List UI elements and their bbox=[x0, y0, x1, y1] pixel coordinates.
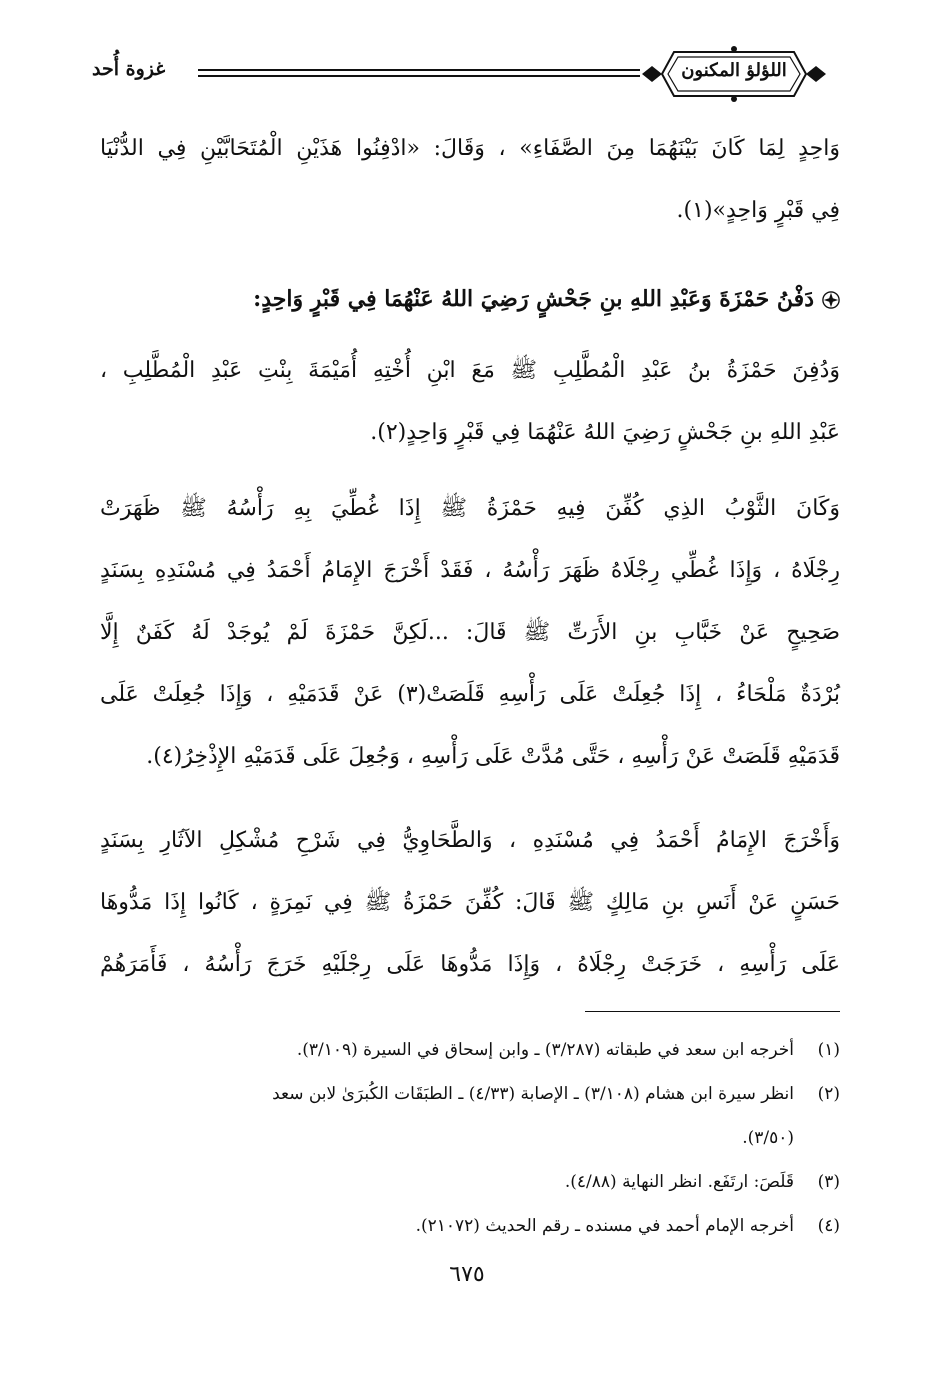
section-heading-text: دَفْنُ حَمْزَةَ وَعَبْدِ اللهِ بنِ جَحْشٍ رَضِيَ اللهُ عَنْهُمَا فِي قَبْرٍ وَاحِدٍ: bbox=[253, 286, 814, 312]
text-line: وَدُفِنَ حَمْزَةُ بنُ عَبْدِ الْمُطَّلِبِ ﷺ مَعَ ابْنِ أُخْتِهِ أُمَيْمَةَ بِنْتِ عَبْدِ الْمُطَّلِبِ ، bbox=[100, 358, 840, 383]
section-heading-block bbox=[100, 268, 840, 330]
main-text-block-4 bbox=[100, 810, 840, 996]
text-line: وَاحِدٍ لِمَا كَانَ بَيْنَهُمَا مِنَ الصَّفَاءِ» ، وَقَالَ: «ادْفِنُوا هَذَيْنِ الْمُتَحَابَّيْنِ فِي الدُّنْيَا bbox=[100, 136, 840, 161]
text-line: وَأَخْرَجَ الإِمَامُ أَحْمَدُ فِي مُسْنَدِهِ ، وَالطَّحَاوِيُّ فِي شَرْحِ مُشْكِلِ الآثَارِ بِسَنَدٍ bbox=[100, 828, 840, 853]
footnote-4 bbox=[100, 1204, 840, 1248]
text-line: وَكَانَ الثَّوْبُ الذِي كُفِّنَ فِيهِ حَمْزَةُ ﷺ إِذَا غُطِّيَ بِهِ رَأْسُهُ ﷺ ظَهَرَتْ bbox=[100, 496, 840, 521]
book-title: اللؤلؤ المكنون bbox=[681, 60, 787, 81]
footnote-text: أخرجه الإمام أحمد في مسنده ـ رقم الحديث (٢١٠٧٢). bbox=[415, 1216, 794, 1236]
footnote-text: قَلَصَ: ارتَفَع. انظر النهاية (٤/٨٨). bbox=[564, 1172, 794, 1192]
text-line: عَبْدِ اللهِ بنِ جَحْشٍ رَضِيَ اللهُ عَنْهُمَا فِي قَبْرٍ وَاحِدٍ(٢). bbox=[370, 420, 840, 445]
page-number: ٦٧٥ bbox=[449, 1262, 485, 1287]
chapter-title: غزوة أُحد bbox=[92, 58, 166, 80]
footnote-number: (٣) bbox=[817, 1172, 840, 1192]
section-heading bbox=[100, 268, 840, 330]
text-line: عَلَى رَأْسِهِ ، خَرَجَتْ رِجْلَاهُ ، وَإِذَا مَدُّوهَا عَلَى رِجْلَيْهِ خَرَجَ رَأْسُهُ ، فَأَمَرَهُمْ bbox=[100, 952, 840, 977]
text-line: قَدَمَيْهِ قَلَصَتْ عَنْ رَأْسِهِ ، حَتَّى مُدَّتْ عَلَى رَأْسِهِ ، وَجُعِلَ عَلَى قَدَمَيْهِ الإِذْخِرُ(٤). bbox=[146, 744, 840, 769]
footnote-text: أخرجه ابن سعد في طبقاته (٣/٢٨٧) ـ وابن إسحاق في السيرة (٣/١٠٩). bbox=[296, 1040, 794, 1060]
book-title-badge bbox=[640, 44, 828, 104]
main-text-block-3 bbox=[100, 478, 840, 788]
text-line: بُرْدَةٌ مَلْحَاءُ ، إِذَا جُعِلَتْ عَلَى رَأْسِهِ قَلَصَتْ(٣) عَنْ قَدَمَيْهِ ، وَإِذَا جُعِلَتْ عَلَى bbox=[100, 682, 840, 707]
text-line: حَسَنٍ عَنْ أَنَسِ بنِ مَالِكٍ ﷺ قَالَ: كُفِّنَ حَمْزَةُ ﷺ فِي نَمِرَةٍ ، كَانُوا إِذَا مَدُّوهَا bbox=[100, 890, 840, 915]
header-rule-left bbox=[198, 69, 640, 77]
footnote-number: (٤) bbox=[817, 1216, 840, 1236]
main-text-block-1 bbox=[100, 118, 840, 242]
flower-bullet-icon bbox=[822, 291, 840, 309]
text-line: رِجْلَاهُ ، وَإِذَا غُطِّي رِجْلَاهُ ظَهَرَ رَأْسُهُ ، فَقَدْ أَخْرَجَ الإِمَامُ أَحْمَدُ فِي مُسْنَدِهِ بِسَنَدٍ bbox=[100, 558, 840, 583]
text-line: فِي قَبْرٍ وَاحِدٍ»(١). bbox=[676, 198, 840, 223]
footnote-1 bbox=[100, 1028, 840, 1072]
footnote-2-continuation: (٣/٥٠). bbox=[742, 1128, 794, 1148]
footnote-3 bbox=[100, 1160, 840, 1204]
text-line: صَحِيحٍ عَنْ خَبَّابِ بنِ الأَرَتِّ ﷺ قَالَ: ...لَكِنَّ حَمْزَةَ لَمْ يُوجَدْ لَهُ كَفَنٌ إِلَّا bbox=[100, 620, 841, 645]
footnote-2 bbox=[100, 1072, 840, 1116]
footnote-text: انظر سيرة ابن هشام (٣/١٠٨) ـ الإصابة (٤/٣٣) ـ الطبَقَات الكُبرَىٰ لابن سعد bbox=[272, 1084, 794, 1104]
main-text-block-2 bbox=[100, 340, 840, 464]
footnotes bbox=[100, 1028, 840, 1248]
running-header bbox=[92, 44, 842, 106]
footnote-number: (١) bbox=[817, 1040, 840, 1060]
footnote-separator bbox=[585, 1011, 840, 1012]
footnote-number: (٢) bbox=[817, 1084, 840, 1104]
